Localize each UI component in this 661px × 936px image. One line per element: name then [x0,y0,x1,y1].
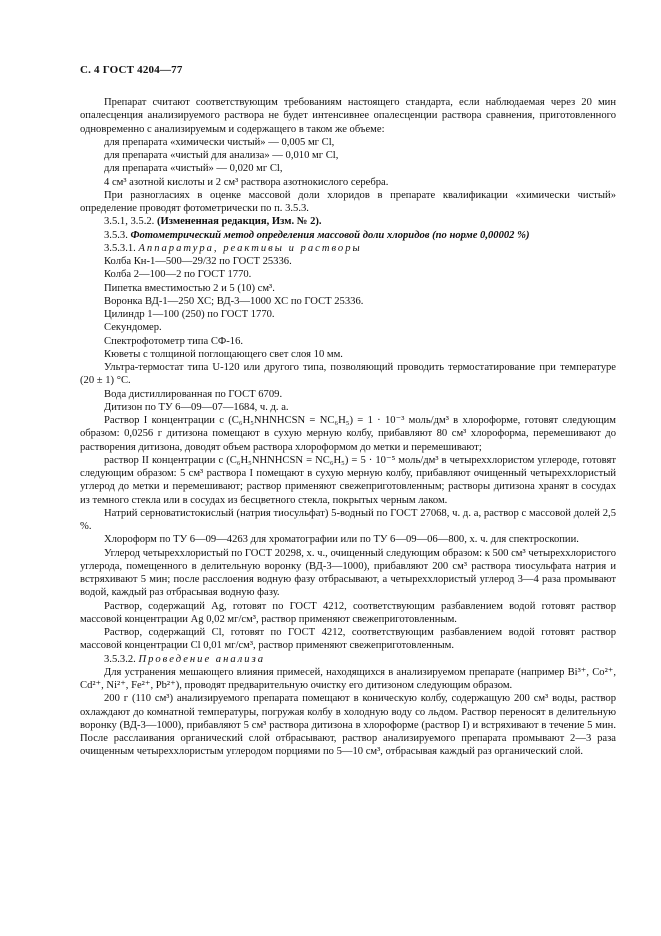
paragraph: Ультра-термостат типа U-120 или другого типа, позволяющий проводить термостатирование при температуре (20 ± 1) °С. [80,362,616,387]
document-body [80,96,616,759]
section-number: 3.5.1, 3.5.2. [104,216,155,228]
list-item: для препарата «химически чистый» — 0,005 мг Cl, [104,136,335,148]
section-number: 3.5.3. [104,229,128,241]
section-number: 3.5.3.2. [104,653,136,665]
subsection-heading [80,242,616,255]
paragraph: Препарат считают соответствующим требованиям настоящего стандарта, если наблюдаемая через 20 мин опалесценция анализируемого раствора не будет интенсивнее опалесценции раствора сравнения, приготовленного одновременно с анализируемым и содержащего в таком же объеме: [80,97,616,135]
list-item: для препарата «чистый» — 0,020 мг Cl, [104,163,283,175]
list-item: для препарата «чистый для анализа» — 0,010 мг Cl, [104,150,339,161]
revision-label: (Измененная редакция, Изм. № 2). [156,216,322,228]
paragraph: Раствор I концентрации c (C₆H₅NHNHCSN = NC₆H₅) = 1 · 10⁻³ моль/дм³ в хлороформе, готовят следующим образом: 0,0256 г дитизона помещают в сухую мерную колбу, прибавляют 80 см³ хлороформа, перемешивают до растворения дитизона, доводят объем раствора хлороформом до метки и перемешивают; [80,415,616,453]
section-title: Фотометрический метод определения массовой доли хлоридов (по норме 0,00002 %) [130,229,530,241]
list-item: Спектрофотометр типа СФ-16. [104,335,244,347]
paragraph: Хлороформ по ТУ 6—09—4263 для хроматографии или по ТУ 6—09—06—800, х. ч. для спектроскопии. [104,534,579,546]
paragraph: Раствор, содержащий Cl, готовят по ГОСТ 4212, соответствующим разбавлением водой готовят раствор массовой концентрации Cl 0,01 мг/см³, раствор применяют свежеприготовленным. [80,627,616,652]
list-item: Вода дистиллированная по ГОСТ 6709. [104,388,283,400]
revision-note [80,215,616,228]
list-item: Секундомер. [104,322,162,334]
paragraph: 200 г (110 см³) анализируемого препарата помещают в коническую колбу, содержащую 200 см³ воды, раствор охлаждают до комнатной температуры, погружая колбу в холодную воду со льдом. Раствор переносят в делительную воронку (ВД-3—1000), прибавляют 5 см³ раствора дитизона в хлороформе (раствор I) и встряхивают в течение 5 мин. После расслаивания органический слой отбрасывают, раствор анализируемого препарата промывают 2—3 раза очищенным четыреххлористым углеродом порциями по 5—10 см³, отбрасывая каждый раз органический слой. [80,693,616,758]
list-item: Дитизон по ТУ 6—09—07—1684, ч. д. а. [104,401,289,413]
list-item: Колба Кн-1—500—29/32 по ГОСТ 25336. [104,256,292,267]
list-item: Колба 2—100—2 по ГОСТ 1770. [104,269,252,281]
section-heading [80,229,616,242]
list-item: Кюветы с толщиной поглощающего свет слоя 10 мм. [104,348,343,360]
list-item: 4 см³ азотной кислоты и 2 см³ раствора азотнокислого серебра. [104,176,389,188]
list-item: Пипетка вместимостью 2 и 5 (10) см³. [104,282,275,294]
subsection-title: Аппаратура, реактивы и растворы [138,242,362,254]
paragraph: Для устранения мешающего влияния примесей, находящихся в анализируемом препарате (например Bi³⁺, Co²⁺, Cd²⁺, Ni²⁺, Fe²⁺, Pb²⁺), проводят предварительную очистку его дитизоном следующим образом. [80,666,616,691]
paragraph: раствор II концентрации c (C₆H₅NHNHCSN = NC₆H₅) = 5 · 10⁻⁵ моль/дм³ в четыреххлористом углероде, готовят следующим образом: 5 см³ раствора I помещают в сухую мерную колбу, прибавляют очищенный четыреххлористый углерод до метки и перемешивают; раствор применяют свежеприготовленным; растворы дитизона хранят в сосудах из темного стекла или в сосудах из бесцветного стекла, покрытых черным лаком. [80,454,616,506]
section-number: 3.5.3.1. [104,242,136,254]
page-header: С. 4 ГОСТ 4204—77 [80,64,183,76]
paragraph: Натрий серноватистокислый (натрия тиосульфат) 5-водный по ГОСТ 27068, ч. д. а, раствор с массовой долей 2,5 %. [80,507,616,532]
list-item: Цилиндр 1—100 (250) по ГОСТ 1770. [104,309,275,320]
paragraph: Раствор, содержащий Ag, готовят по ГОСТ 4212, соответствующим разбавлением водой готовят раствор массовой концентрации Ag 0,02 мг/см³, раствор применяют свежеприготовленным. [80,600,616,625]
subsection-title: Проведение анализа [138,653,266,665]
paragraph: Углерод четыреххлористый по ГОСТ 20298, х. ч., очищенный следующим образом: к 500 см³ четыреххлористого углерода, помещенного в делительную воронку (ВД-3—1000), прибавляют 200 см³ раствора тиосульфата натрия и встряхивают 5 мин; после расслоения водную фазу отбрасывают, а четыреххлористый углерод 3—4 раза промывают водой, каждый раз отбрасывая водную фазу. [80,547,616,599]
paragraph: При разногласиях в оценке массовой доли хлоридов в препарате квалификации «химически чистый» определение проводят фотометрически по п. 3.5.3. [80,189,616,214]
list-item: Воронка ВД-1—250 ХС; ВД-3—1000 ХС по ГОСТ 25336. [104,295,364,307]
subsection-heading [80,653,616,666]
